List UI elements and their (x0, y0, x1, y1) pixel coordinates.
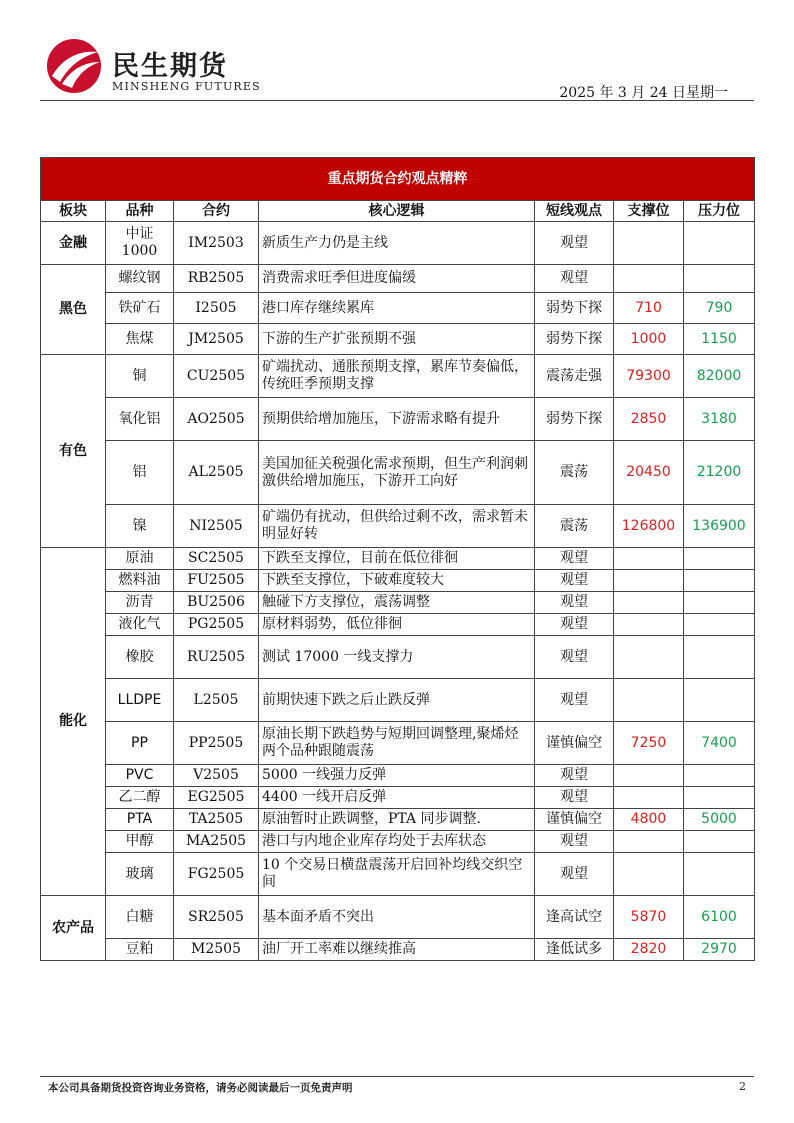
view-cell: 观望 (535, 265, 614, 293)
view-cell: 弱势下探 (535, 293, 614, 324)
variety-cell: PVC (106, 765, 174, 787)
resistance-cell: 136900 (684, 505, 755, 548)
resistance-cell (684, 614, 755, 636)
support-cell: 7250 (614, 722, 684, 765)
logic-cell: 10 个交易日横盘震荡开启回补均线交织空间 (259, 853, 535, 896)
support-cell (614, 265, 684, 293)
variety-cell: 豆粕 (106, 939, 174, 961)
sector-cell: 能化 (41, 548, 106, 896)
resistance-cell (684, 636, 755, 679)
view-cell: 观望 (535, 222, 614, 265)
resistance-cell (684, 679, 755, 722)
col-header-contract: 合约 (174, 201, 259, 222)
report-date: 2025 年 3 月 24 日星期一 (559, 85, 728, 101)
footer-disclaimer: 本公司具备期货投资咨询业务资格，请务必阅读最后一页免责声明 (48, 1082, 353, 1094)
view-cell: 观望 (535, 853, 614, 896)
logic-cell: 预期供给增加施压，下游需求略有提升 (259, 398, 535, 441)
support-cell: 20450 (614, 441, 684, 505)
table-row (41, 722, 755, 765)
support-cell: 710 (614, 293, 684, 324)
variety-cell: 氧化铝 (106, 398, 174, 441)
contract-cell: I2505 (174, 293, 259, 324)
support-cell (614, 614, 684, 636)
contract-cell: NI2505 (174, 505, 259, 548)
support-cell (614, 787, 684, 809)
table-row (41, 505, 755, 548)
view-cell: 震荡 (535, 505, 614, 548)
resistance-cell: 7400 (684, 722, 755, 765)
table-row (41, 293, 755, 324)
variety-cell: 甲醇 (106, 831, 174, 853)
logic-cell: 前期快速下跌之后止跌反弹 (259, 679, 535, 722)
table-row (41, 324, 755, 355)
contract-cell: SR2505 (174, 896, 259, 939)
view-cell: 观望 (535, 679, 614, 722)
contract-cell: AO2505 (174, 398, 259, 441)
contract-cell: PG2505 (174, 614, 259, 636)
contract-cell: L2505 (174, 679, 259, 722)
variety-cell: 镍 (106, 505, 174, 548)
contract-cell: AL2505 (174, 441, 259, 505)
logic-cell: 下跌至支撑位，下破难度较大 (259, 570, 535, 592)
contract-cell: CU2505 (174, 355, 259, 398)
resistance-cell (684, 592, 755, 614)
support-cell: 126800 (614, 505, 684, 548)
logic-cell: 消费需求旺季但进度偏缓 (259, 265, 535, 293)
variety-cell: 铁矿石 (106, 293, 174, 324)
variety-cell: LLDPE (106, 679, 174, 722)
logic-cell: 原油长期下跌趋势与短期回调整理,聚烯烃两个品种跟随震荡 (259, 722, 535, 765)
view-cell: 谨慎偏空 (535, 809, 614, 831)
view-cell: 谨慎偏空 (535, 722, 614, 765)
sector-cell: 金融 (41, 222, 106, 265)
table-row (41, 570, 755, 592)
variety-cell: 燃料油 (106, 570, 174, 592)
variety-cell: 原油 (106, 548, 174, 570)
variety-cell: 铜 (106, 355, 174, 398)
variety-cell: 焦煤 (106, 324, 174, 355)
support-cell (614, 679, 684, 722)
view-cell: 观望 (535, 592, 614, 614)
contract-cell: BU2506 (174, 592, 259, 614)
minsheng-logo-icon (46, 38, 102, 94)
logic-cell: 港口库存继续累库 (259, 293, 535, 324)
resistance-cell (684, 570, 755, 592)
resistance-cell: 2970 (684, 939, 755, 961)
view-cell: 观望 (535, 570, 614, 592)
view-cell: 弱势下探 (535, 324, 614, 355)
variety-cell: 螺纹钢 (106, 265, 174, 293)
variety-cell: 玻璃 (106, 853, 174, 896)
support-cell (614, 765, 684, 787)
logic-cell: 矿端仍有扰动，但供给过剩不改，需求暂未明显好转 (259, 505, 535, 548)
resistance-cell: 5000 (684, 809, 755, 831)
view-cell: 逢高试空 (535, 896, 614, 939)
resistance-cell: 6100 (684, 896, 755, 939)
contract-cell: M2505 (174, 939, 259, 961)
view-cell: 观望 (535, 765, 614, 787)
resistance-cell (684, 787, 755, 809)
logic-cell: 原材料弱势，低位徘徊 (259, 614, 535, 636)
footer-divider (40, 1076, 754, 1077)
contract-cell: PP2505 (174, 722, 259, 765)
company-name-cn: 民生期货 (112, 51, 228, 82)
view-cell: 观望 (535, 636, 614, 679)
table-row (41, 939, 755, 961)
support-cell (614, 570, 684, 592)
logic-cell: 4400 一线开启反弹 (259, 787, 535, 809)
view-cell: 观望 (535, 787, 614, 809)
table-row (41, 398, 755, 441)
contract-cell: EG2505 (174, 787, 259, 809)
logic-cell: 基本面矛盾不突出 (259, 896, 535, 939)
logic-cell: 新质生产力仍是主线 (259, 222, 535, 265)
logic-cell: 下跌至支撑位，目前在低位徘徊 (259, 548, 535, 570)
logic-cell: 触碰下方支撑位，震荡调整 (259, 592, 535, 614)
company-name-en: MINSHENG FUTURES (112, 80, 261, 93)
sector-cell: 农产品 (41, 896, 106, 961)
table-row (41, 853, 755, 896)
logic-cell: 测试 17000 一线支撑力 (259, 636, 535, 679)
support-cell (614, 636, 684, 679)
resistance-cell (684, 222, 755, 265)
variety-cell: 液化气 (106, 614, 174, 636)
variety-cell: 中证 1000 (106, 222, 174, 265)
table-row (41, 765, 755, 787)
table-row (41, 592, 755, 614)
sector-cell: 有色 (41, 355, 106, 548)
resistance-cell (684, 548, 755, 570)
table-row (41, 679, 755, 722)
resistance-cell (684, 853, 755, 896)
variety-cell: PTA (106, 809, 174, 831)
resistance-cell (684, 765, 755, 787)
logic-cell: 油厂开工率难以继续推高 (259, 939, 535, 961)
contract-cell: FG2505 (174, 853, 259, 896)
table-row (41, 787, 755, 809)
resistance-cell: 21200 (684, 441, 755, 505)
col-header-logic: 核心逻辑 (259, 201, 535, 222)
logic-cell: 5000 一线强力反弹 (259, 765, 535, 787)
contract-cell: FU2505 (174, 570, 259, 592)
support-cell (614, 592, 684, 614)
futures-view-table (40, 157, 755, 961)
table-row (41, 809, 755, 831)
support-cell (614, 831, 684, 853)
view-cell: 观望 (535, 548, 614, 570)
resistance-cell: 3180 (684, 398, 755, 441)
col-header-sector: 板块 (41, 201, 106, 222)
col-header-support: 支撑位 (614, 201, 684, 222)
table-header-row (41, 201, 755, 222)
variety-cell: 沥青 (106, 592, 174, 614)
col-header-resistance: 压力位 (684, 201, 755, 222)
support-cell: 5870 (614, 896, 684, 939)
contract-cell: RU2505 (174, 636, 259, 679)
col-header-view: 短线观点 (535, 201, 614, 222)
table-row (41, 441, 755, 505)
logic-cell: 原油暂时止跌调整，PTA 同步调整. (259, 809, 535, 831)
contract-cell: MA2505 (174, 831, 259, 853)
contract-cell: IM2503 (174, 222, 259, 265)
logic-cell: 港口与内地企业库存均处于去库状态 (259, 831, 535, 853)
page-number: 2 (739, 1080, 746, 1093)
support-cell: 2850 (614, 398, 684, 441)
table-row (41, 896, 755, 939)
support-cell: 2820 (614, 939, 684, 961)
contract-cell: SC2505 (174, 548, 259, 570)
table-row (41, 614, 755, 636)
table-row (41, 222, 755, 265)
resistance-cell: 82000 (684, 355, 755, 398)
variety-cell: 乙二醇 (106, 787, 174, 809)
variety-cell: PP (106, 722, 174, 765)
support-cell (614, 222, 684, 265)
logic-cell: 矿端扰动、通胀预期支撑，累库节奏偏低，传统旺季预期支撑 (259, 355, 535, 398)
resistance-cell (684, 265, 755, 293)
resistance-cell: 790 (684, 293, 755, 324)
contract-cell: TA2505 (174, 809, 259, 831)
logic-cell: 美国加征关税强化需求预期，但生产利润刺激供给增加施压，下游开工向好 (259, 441, 535, 505)
view-cell: 弱势下探 (535, 398, 614, 441)
view-cell: 震荡走强 (535, 355, 614, 398)
view-cell: 震荡 (535, 441, 614, 505)
table-row (41, 548, 755, 570)
support-cell: 1000 (614, 324, 684, 355)
variety-cell: 白糖 (106, 896, 174, 939)
table-row (41, 831, 755, 853)
contract-cell: V2505 (174, 765, 259, 787)
table-title: 重点期货合约观点精粹 (41, 158, 755, 201)
view-cell: 观望 (535, 614, 614, 636)
table-row (41, 636, 755, 679)
sector-cell: 黑色 (41, 265, 106, 355)
resistance-cell: 1150 (684, 324, 755, 355)
contract-cell: RB2505 (174, 265, 259, 293)
col-header-variety: 品种 (106, 201, 174, 222)
support-cell (614, 548, 684, 570)
header-divider (40, 100, 754, 101)
contract-cell: JM2505 (174, 324, 259, 355)
support-cell: 79300 (614, 355, 684, 398)
view-cell: 观望 (535, 831, 614, 853)
support-cell: 4800 (614, 809, 684, 831)
view-cell: 逢低试多 (535, 939, 614, 961)
variety-cell: 铝 (106, 441, 174, 505)
logic-cell: 下游的生产扩张预期不强 (259, 324, 535, 355)
table-row (41, 355, 755, 398)
support-cell (614, 853, 684, 896)
variety-cell: 橡胶 (106, 636, 174, 679)
table-row (41, 265, 755, 293)
resistance-cell (684, 831, 755, 853)
